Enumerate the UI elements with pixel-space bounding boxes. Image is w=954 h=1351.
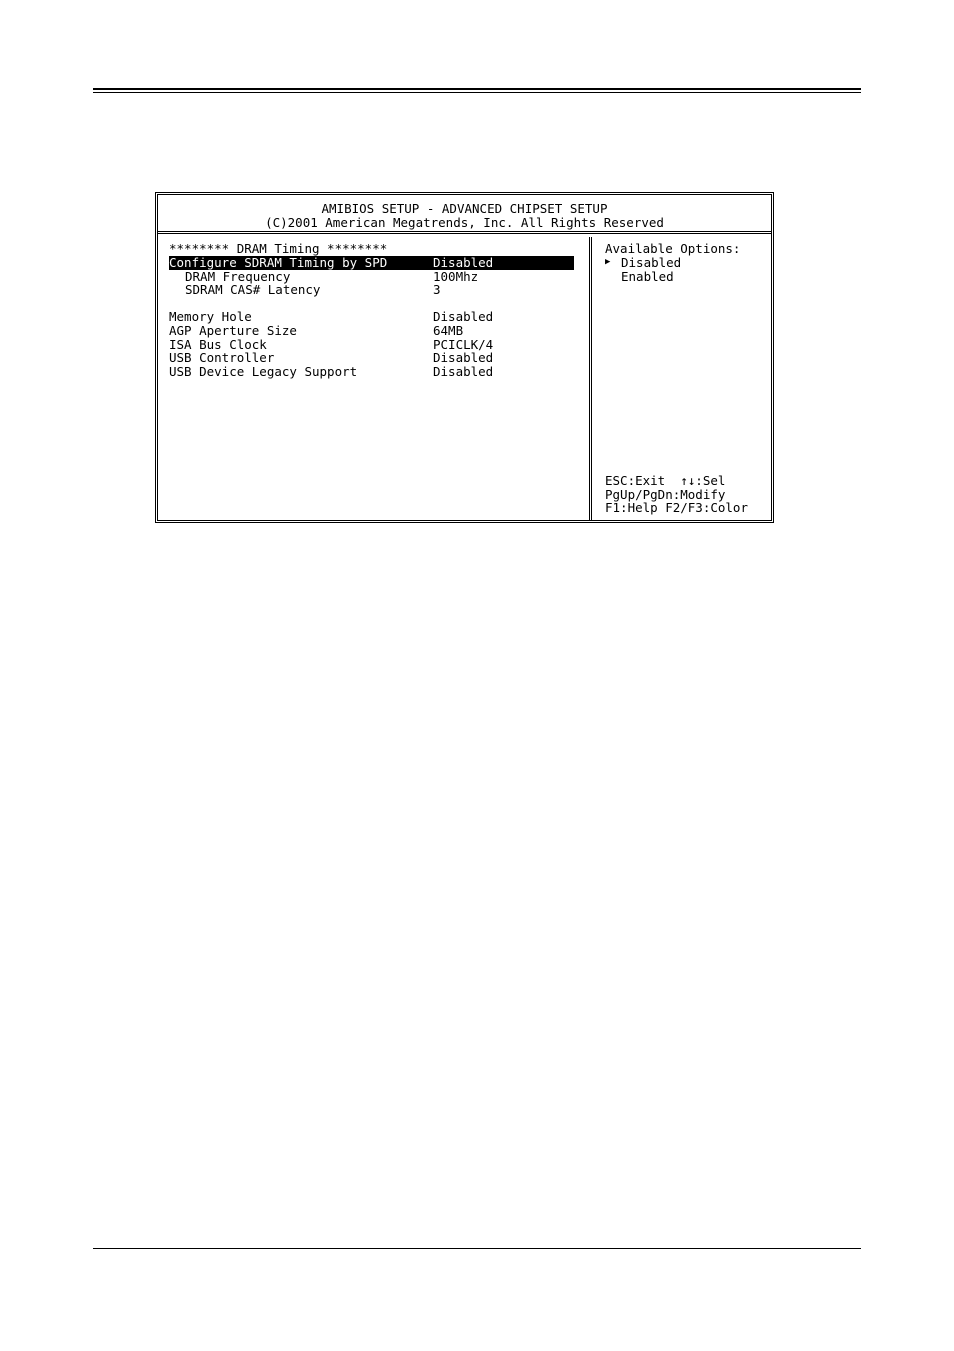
setting-value: Disabled — [433, 350, 494, 366]
setting-isa-bus-clock[interactable] — [169, 338, 574, 352]
page-bottom-rule — [93, 1248, 861, 1249]
setting-agp-aperture-size[interactable] — [169, 324, 574, 338]
setting-value: 3 — [433, 282, 441, 298]
page-top-rule — [93, 88, 861, 90]
setting-label: AGP Aperture Size — [169, 323, 297, 338]
page-top-rule-thin — [93, 92, 861, 93]
help-line-modify: PgUp/PgDn:Modify — [605, 486, 726, 502]
bios-setup-window — [155, 192, 774, 523]
options-panel — [595, 237, 771, 520]
setting-value: 100Mhz — [433, 268, 479, 284]
setting-label: ISA Bus Clock — [169, 336, 267, 352]
setting-usb-controller[interactable] — [169, 351, 574, 365]
setting-sdram-cas-latency[interactable] — [169, 283, 574, 297]
setting-configure-sdram-timing[interactable] — [169, 256, 574, 270]
bios-header — [158, 195, 771, 234]
option-label: Enabled — [621, 268, 674, 284]
option-label: Disabled — [621, 255, 682, 270]
setting-value: Disabled — [433, 363, 494, 379]
help-line-exit-select: ESC:Exit ↑↓:Sel — [605, 473, 726, 488]
setting-value: Disabled — [433, 309, 494, 325]
section-heading-dram-timing: ******** DRAM Timing ******** — [169, 241, 388, 256]
selected-triangle-icon: ▶ — [605, 257, 611, 267]
help-line-help-color: F1:Help F2/F3:Color — [605, 500, 748, 516]
setting-dram-frequency[interactable] — [169, 270, 574, 284]
option-enabled[interactable] — [605, 268, 674, 311]
setting-label: Memory Hole — [169, 309, 252, 325]
setting-memory-hole[interactable] — [169, 310, 574, 324]
setting-value: Disabled — [433, 255, 494, 270]
setting-label: SDRAM CAS# Latency — [185, 282, 321, 298]
setting-label: Configure SDRAM Timing by SPD — [169, 255, 388, 270]
bios-copyright: (C)2001 American Megatrends, Inc. All Rights Reserved — [265, 215, 664, 230]
setting-value: PCICLK/4 — [433, 336, 494, 352]
setting-label: USB Controller — [169, 350, 275, 366]
settings-panel — [158, 237, 592, 520]
available-options-heading: Available Options: — [605, 241, 741, 256]
setting-usb-device-legacy-support[interactable] — [169, 365, 574, 379]
bios-title: AMIBIOS SETUP - ADVANCED CHIPSET SETUP — [321, 201, 608, 216]
setting-label: DRAM Frequency — [185, 268, 291, 284]
setting-value: 64MB — [433, 323, 464, 338]
setting-label: USB Device Legacy Support — [169, 363, 358, 379]
